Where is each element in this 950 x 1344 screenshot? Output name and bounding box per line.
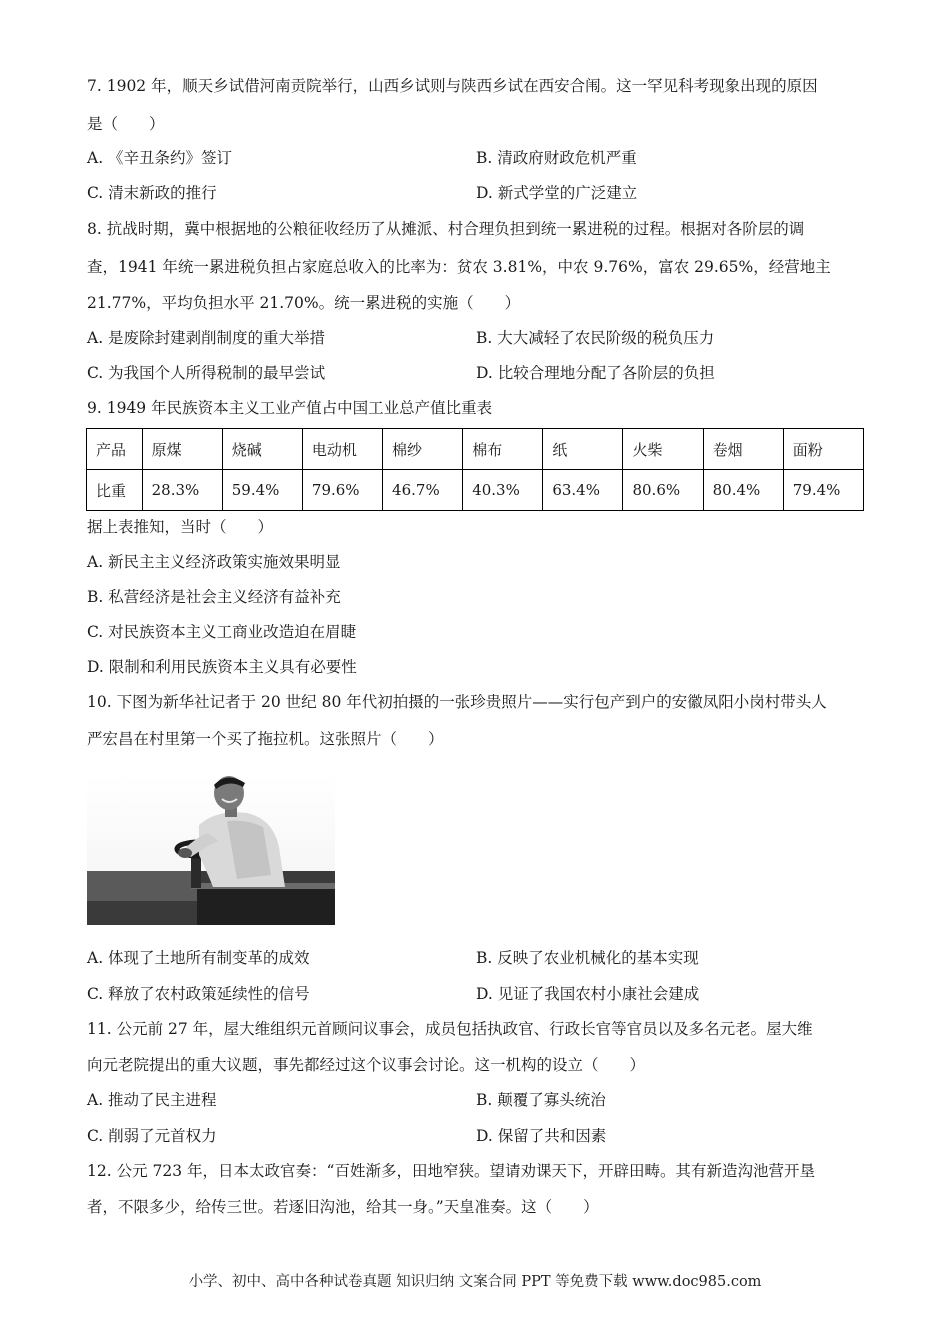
table-cell: 79.4% [783, 470, 863, 511]
table-cell: 棉纱 [383, 429, 463, 470]
q7-stem-line1: 7. 1902 年，顺天乡试借河南贡院举行，山西乡试则与陕西乡试在西安合闱。这一罕见科考现象出现的原因 [87, 77, 818, 95]
table-header-row [87, 429, 864, 470]
q10-option-a: A. 体现了土地所有制变革的成效 [87, 949, 310, 967]
q11-stem-line1: 11. 公元前 27 年，屋大维组织元首顾问议事会，成员包括执政官、行政长官等官员以及多名元老。屋大维 [87, 1020, 813, 1038]
q9-option-a: A. 新民主主义经济政策实施效果明显 [87, 553, 341, 571]
q10-stem-line1: 10. 下图为新华社记者于 20 世纪 80 年代初拍摄的一张珍贵照片——实行包产到户的安徽凤阳小岗村带头人 [87, 693, 827, 711]
table-cell: 比重 [87, 470, 143, 511]
q11-option-c: C. 削弱了元首权力 [87, 1127, 217, 1145]
table-cell: 79.6% [302, 470, 382, 511]
q8-stem-line1: 8. 抗战时期，冀中根据地的公粮征收经历了从摊派、村合理负担到统一累进税的过程。根据对各阶层的调 [87, 220, 805, 238]
q9-option-c: C. 对民族资本主义工商业改造迫在眉睫 [87, 623, 357, 641]
table-cell: 卷烟 [703, 429, 783, 470]
q8-option-d: D. 比较合理地分配了各阶层的负担 [476, 364, 715, 382]
table-cell: 原煤 [142, 429, 222, 470]
tractor-farmer-photo [87, 775, 335, 925]
q9-option-b: B. 私营经济是社会主义经济有益补充 [87, 588, 341, 606]
page-footer: 小学、初中、高中各种试卷真题 知识归纳 文案合同 PPT 等免费下载 www.doc985.com [188, 1274, 762, 1290]
table-cell: 59.4% [222, 470, 302, 511]
q10-option-c: C. 释放了农村政策延续性的信号 [87, 985, 310, 1003]
table-cell: 棉布 [463, 429, 543, 470]
table-cell: 电动机 [302, 429, 382, 470]
q11-option-a: A. 推动了民主进程 [87, 1091, 217, 1109]
q9-title: 9. 1949 年民族资本主义工业产值占中国工业总产值比重表 [87, 399, 493, 417]
q8-option-c: C. 为我国个人所得税制的最早尝试 [87, 364, 326, 382]
q11-option-d: D. 保留了共和因素 [476, 1127, 607, 1145]
q8-stem-line2: 查，1941 年统一累进税负担占家庭总收入的比率为：贫农 3.81%，中农 9.76%，富农 29.65%，经营地主 [87, 258, 831, 276]
q7-option-b: B. 清政府财政危机严重 [476, 149, 637, 167]
q7-option-a: A. 《辛丑条约》签订 [87, 149, 233, 167]
q12-stem-line2: 者，不限多少，给传三世。若逐旧沟池，给其一身。”天皇准奏。这（ ） [87, 1198, 599, 1216]
q7-option-c: C. 清末新政的推行 [87, 184, 217, 202]
table-cell: 产品 [87, 429, 143, 470]
table-cell: 烧碱 [222, 429, 302, 470]
table-row [87, 470, 864, 511]
q10-option-d: D. 见证了我国农村小康社会建成 [476, 985, 700, 1003]
q8-option-a: A. 是废除封建剥削制度的重大举措 [87, 329, 326, 347]
q9-stem: 据上表推知，当时（ ） [87, 518, 274, 536]
table-cell: 40.3% [463, 470, 543, 511]
q8-option-b: B. 大大减轻了农民阶级的税负压力 [476, 329, 715, 347]
q11-stem-line2: 向元老院提出的重大议题，事先都经过这个议事会讨论。这一机构的设立（ ） [87, 1056, 646, 1074]
q7-stem-line2: 是（ ） [87, 115, 165, 133]
q8-stem-line3: 21.77%，平均负担水平 21.70%。统一累进税的实施（ ） [87, 294, 521, 312]
table-cell: 46.7% [383, 470, 463, 511]
q10-stem-line2: 严宏昌在村里第一个买了拖拉机。这张照片（ ） [87, 730, 444, 748]
table-cell: 面粉 [783, 429, 863, 470]
table-cell: 纸 [543, 429, 623, 470]
table-cell: 80.4% [703, 470, 783, 511]
q11-option-b: B. 颠覆了寡头统治 [476, 1091, 606, 1109]
q10-option-b: B. 反映了农业机械化的基本实现 [476, 949, 699, 967]
table-cell: 80.6% [623, 470, 703, 511]
q9-data-table [86, 428, 864, 511]
table-cell: 28.3% [142, 470, 222, 511]
q12-stem-line1: 12. 公元 723 年，日本太政官奏：“百姓渐多，田地窄狭。望请劝课天下，开辟田畴。其有新造沟池营开垦 [87, 1162, 815, 1180]
q9-option-d: D. 限制和利用民族资本主义具有必要性 [87, 658, 357, 676]
table-cell: 63.4% [543, 470, 623, 511]
table-cell: 火柴 [623, 429, 703, 470]
q7-option-d: D. 新式学堂的广泛建立 [476, 184, 638, 202]
